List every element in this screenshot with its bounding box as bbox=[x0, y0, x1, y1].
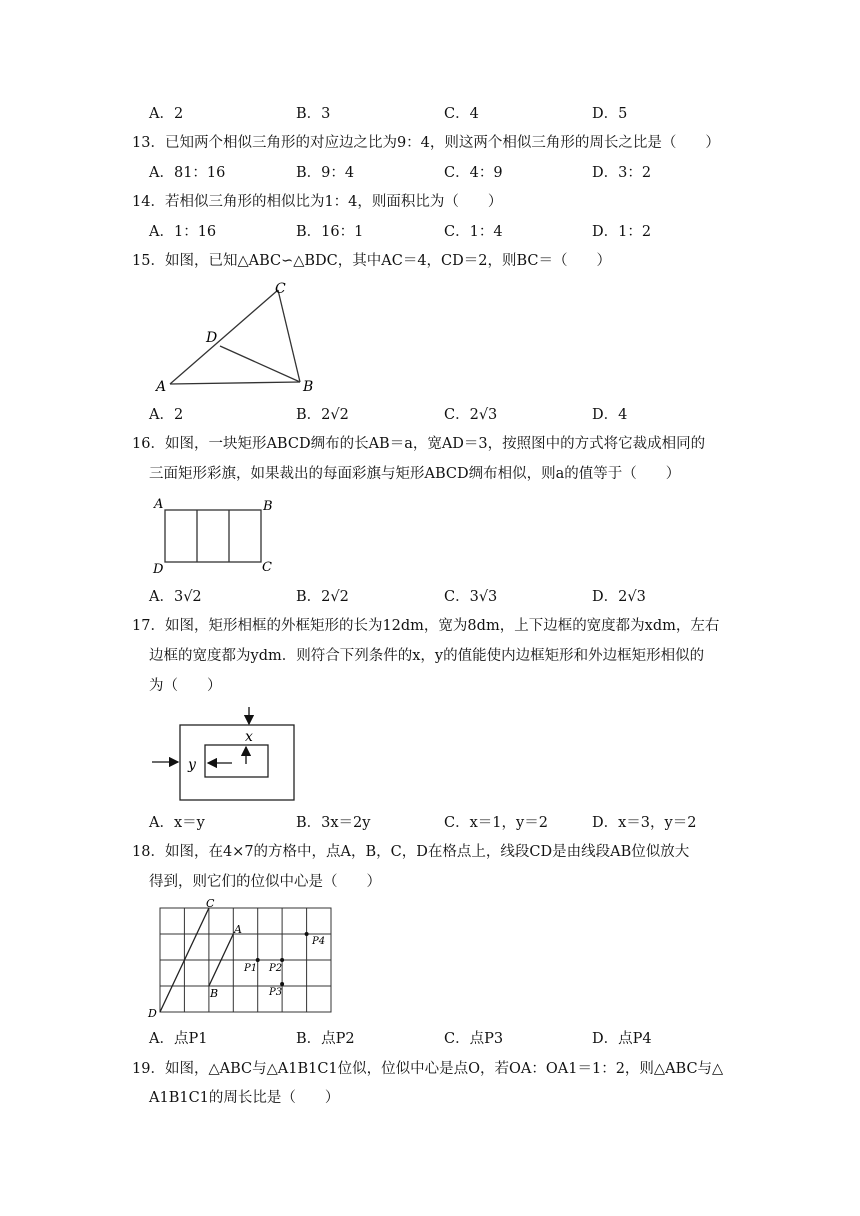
q18-label-p1: P1 bbox=[244, 963, 258, 974]
q12-option-b[interactable]: B．3 bbox=[296, 106, 331, 122]
q18-stem-line2: 得到，则它们的位似中心是（ ） bbox=[149, 874, 381, 890]
q16-option-c[interactable]: C．3√3 bbox=[444, 589, 498, 605]
q13-option-a[interactable]: A．81：16 bbox=[149, 165, 226, 181]
q16-options bbox=[149, 587, 749, 607]
q13-option-b[interactable]: B．9：4 bbox=[296, 165, 355, 181]
q18-label-p2: P2 bbox=[269, 963, 283, 974]
q16-label-d: D bbox=[153, 562, 164, 576]
q18-option-d[interactable]: D．点P4 bbox=[592, 1031, 652, 1047]
q16-label-c: C bbox=[262, 560, 272, 575]
q16-option-d[interactable]: D．2√3 bbox=[592, 589, 646, 605]
q12-options bbox=[149, 104, 749, 124]
q15-options bbox=[149, 405, 749, 425]
q18-label-c: C bbox=[206, 898, 215, 910]
q14-options bbox=[149, 222, 749, 242]
q17-stem-line1: 17．如图，矩形相框的外框矩形的长为12dm，宽为8dm，上下边框的宽度都为xdm，左右 bbox=[132, 618, 720, 634]
q14-option-b[interactable]: B．16：1 bbox=[296, 224, 364, 240]
q16-stem-line2: 三面矩形彩旗，如果裁出的每面彩旗与矩形ABCD绸布相似，则a的值等于（ ） bbox=[149, 466, 681, 482]
q13-stem: 13．已知两个相似三角形的对应边之比为9：4，则这两个相似三角形的周长之比是（ ） bbox=[132, 135, 720, 151]
q15-triangle-figure bbox=[150, 278, 330, 396]
q12-option-c[interactable]: C．4 bbox=[444, 106, 479, 122]
q15-label-c: C bbox=[275, 281, 286, 297]
q16-option-a[interactable]: A．3√2 bbox=[149, 589, 202, 605]
q17-option-c[interactable]: C．x＝1，y＝2 bbox=[444, 815, 548, 831]
q14-option-c[interactable]: C．1：4 bbox=[444, 224, 503, 240]
q18-stem-line1: 18．如图，在4×7的方格中，点A，B，C，D在格点上，线段CD是由线段AB位似放大 bbox=[132, 844, 690, 860]
q12-option-a[interactable]: A．2 bbox=[149, 106, 184, 122]
q17-option-d[interactable]: D．x＝3，y＝2 bbox=[592, 815, 697, 831]
q18-option-c[interactable]: C．点P3 bbox=[444, 1031, 504, 1047]
q19-stem-line2: A1B1C1的周长比是（ ） bbox=[149, 1090, 340, 1106]
q15-option-a[interactable]: A．2 bbox=[149, 407, 184, 423]
q17-option-a[interactable]: A．x＝y bbox=[149, 815, 205, 831]
q12-option-d[interactable]: D．5 bbox=[592, 106, 628, 122]
q13-option-d[interactable]: D．3：2 bbox=[592, 165, 652, 181]
q17-label-x: x bbox=[245, 729, 253, 745]
q18-option-a[interactable]: A．点P1 bbox=[149, 1031, 208, 1047]
q15-stem: 15．如图，已知△ABC∽△BDC，其中AC＝4，CD＝2，则BC＝（ ） bbox=[132, 253, 612, 269]
q18-option-b[interactable]: B．点P2 bbox=[296, 1031, 355, 1047]
q17-stem-line3: 为（ ） bbox=[149, 678, 222, 694]
q17-stem-line2: 边框的宽度都为ydm．则符合下列条件的x，y的值能使内边框矩形和外边框矩形相似的 bbox=[149, 648, 705, 664]
q16-stem-line1: 16．如图，一块矩形ABCD绸布的长AB＝a，宽AD＝3，按照图中的方式将它裁成相同的 bbox=[132, 436, 706, 452]
q14-option-d[interactable]: D．1：2 bbox=[592, 224, 652, 240]
q13-options bbox=[149, 163, 749, 183]
q14-stem: 14．若相似三角形的相似比为1：4，则面积比为（ ） bbox=[132, 194, 503, 210]
q19-stem-line1: 19．如图，△ABC与△A1B1C1位似，位似中心是点O，若OA：OA1＝1：2，则△ABC与△ bbox=[132, 1061, 724, 1077]
q17-options bbox=[149, 813, 749, 833]
q14-option-a[interactable]: A．1：16 bbox=[149, 224, 217, 240]
q16-label-a: A bbox=[154, 497, 164, 512]
q18-grid-figure bbox=[145, 898, 345, 1022]
q16-rectangle-figure bbox=[150, 494, 280, 576]
q18-grid bbox=[160, 908, 331, 1012]
q15-option-d[interactable]: D．4 bbox=[592, 407, 628, 423]
q16-option-b[interactable]: B．2√2 bbox=[296, 589, 349, 605]
q15-option-c[interactable]: C．2√3 bbox=[444, 407, 498, 423]
q15-label-d: D bbox=[206, 330, 218, 346]
q18-label-d: D bbox=[148, 1007, 157, 1020]
q18-label-p3: P3 bbox=[269, 987, 283, 998]
q17-frame-figure bbox=[150, 705, 310, 805]
q18-label-a: A bbox=[234, 923, 242, 936]
q15-label-b: B bbox=[303, 379, 314, 395]
q16-label-b: B bbox=[263, 499, 273, 514]
q15-label-a: A bbox=[156, 379, 167, 395]
q18-label-p4: P4 bbox=[312, 936, 326, 947]
q13-option-c[interactable]: C．4：9 bbox=[444, 165, 503, 181]
q17-label-y: y bbox=[188, 757, 196, 773]
q18-options bbox=[149, 1029, 749, 1049]
q17-option-b[interactable]: B．3x＝2y bbox=[296, 815, 371, 831]
q15-option-b[interactable]: B．2√2 bbox=[296, 407, 349, 423]
q18-label-b: B bbox=[210, 987, 219, 1000]
